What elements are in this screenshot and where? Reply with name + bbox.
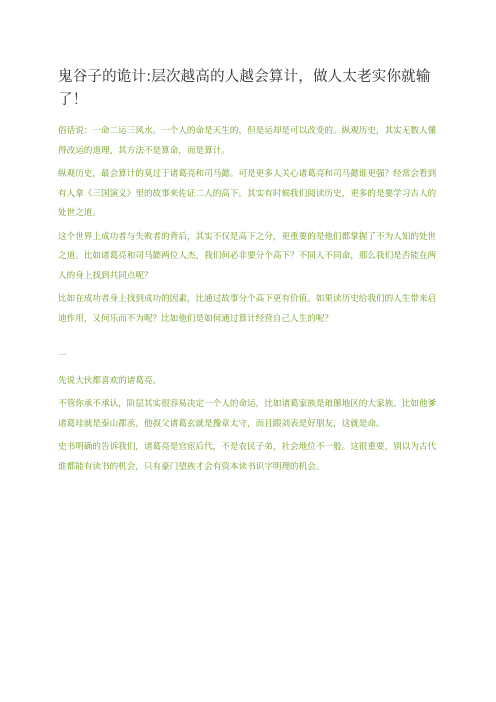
paragraph: 比如在成功者身上找到成功的因素，比通过故事分个高下更有价值。如果读历史给我们的人生带来启迪作用，又何乐而不为呢？比如他们是如何通过算计经营自己人生的呢？ xyxy=(58,294,437,324)
article-title: 鬼谷子的诡计:层次越高的人越会算计，做人太老实你就输了！ xyxy=(58,69,431,108)
paragraph: 这个世界上成功者与失败者的背后，其实不仅是高下之分，更重要的是他们都掌握了不为人知的处世之道。比如诸葛亮和司马懿两位人杰，我们何必非要分个高下？不同人不同命，那么我们是否能在两人的身上找到共同点呢？ xyxy=(58,231,437,281)
article-body xyxy=(58,122,440,481)
section-marker: 一 xyxy=(58,351,67,361)
paragraph: 先说大伙都喜欢的诸葛亮。 xyxy=(58,375,162,386)
paragraph: 不管你承不承认，阶层其实很容易决定一个人的命运，比如诸葛家族是琅琊地区的大家族。比如他爹诸葛珪就是泰山郡丞，他叔父诸葛玄就是豫章太守，而且跟刘表是好朋友，这就是命。 xyxy=(58,399,437,429)
paragraph: 俗话说：一命二运三风水。一个人的命是天生的，但是运却是可以改变的。纵观历史，其实无数人懂得改运的道理，其方法不是算命，而是算计。 xyxy=(58,126,437,156)
paragraph: 纵观历史，最会算计的莫过于诸葛亮和司马懿。可是更多人关心诸葛亮和司马懿谁更强？经常会看到有人拿《三国演义》里的故事来佐证二人的高下。其实有时候我们阅读历史，更多的是要学习古人的处世之道。 xyxy=(58,169,437,218)
paragraph: 史书明确的告诉我们，诸葛亮是官宦后代，不是农民子弟，社会地位不一般。这很重要，别以为古代谁都能有读书的机会，只有豪门望族才会有资本读书识字明理的机会。 xyxy=(58,442,437,472)
